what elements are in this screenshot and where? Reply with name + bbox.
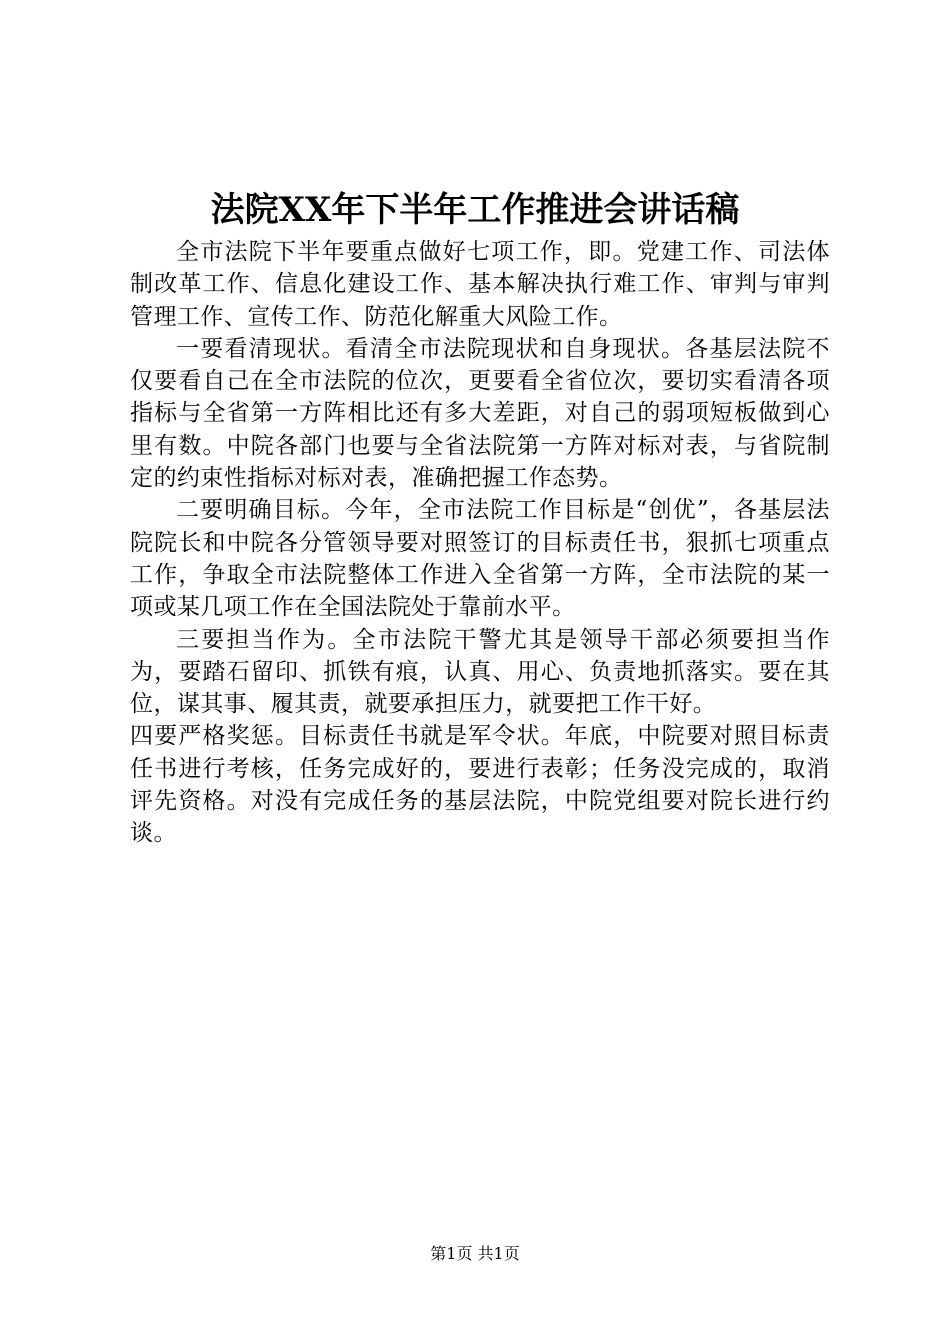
paragraph-point-3: 三要担当作为。全市法院干警尤其是领导干部必须要担当作为，要踏石留印、抓铁有痕，认真、用心、负责地抓落实。要在其位，谋其事、履其责，就要承担压力，就要把工作干好。 xyxy=(130,626,830,718)
paragraph-intro: 全市法院下半年要重点做好七项工作，即。党建工作、司法体制改革工作、信息化建设工作、基本解决执行难工作、审判与审判管理工作、宣传工作、防范化解重大风险工作。 xyxy=(130,239,830,330)
page-footer: 第1页 共1页 xyxy=(430,1244,520,1263)
paragraph-point-2: 二要明确目标。今年，全市法院工作目标是“创优”，各基层法院院长和中院各分管领导要对照签订的目标责任书，狠抓七项重点工作，争取全市法院整体工作进入全省第一方阵，全市法院的某一项或某几项工作在全国法院处于靠前水平。 xyxy=(130,497,830,621)
document-body xyxy=(130,236,830,850)
paragraph-point-4: 四要严格奖惩。目标责任书就是军令状。年底，中院要对照目标责任书进行考核，任务完成好的，要进行表彰；任务没完成的，取消评先资格。对没有完成任务的基层法院，中院党组要对院长进行约谈。 xyxy=(130,723,830,847)
document-title: 法院XX年下半年工作推进会讲话稿 xyxy=(210,190,740,230)
paragraph-point-1: 一要看清现状。看清全市法院现状和自身现状。各基层法院不仅要看自己在全市法院的位次，更要看全省位次，要切实看清各项指标与全省第一方阵相比还有多大差距，对自己的弱项短板做到心里有数。中院各部门也要与全省法院第一方阵对标对表，与省院制定的约束性指标对标对表，准确把握工作态势。 xyxy=(130,335,830,492)
